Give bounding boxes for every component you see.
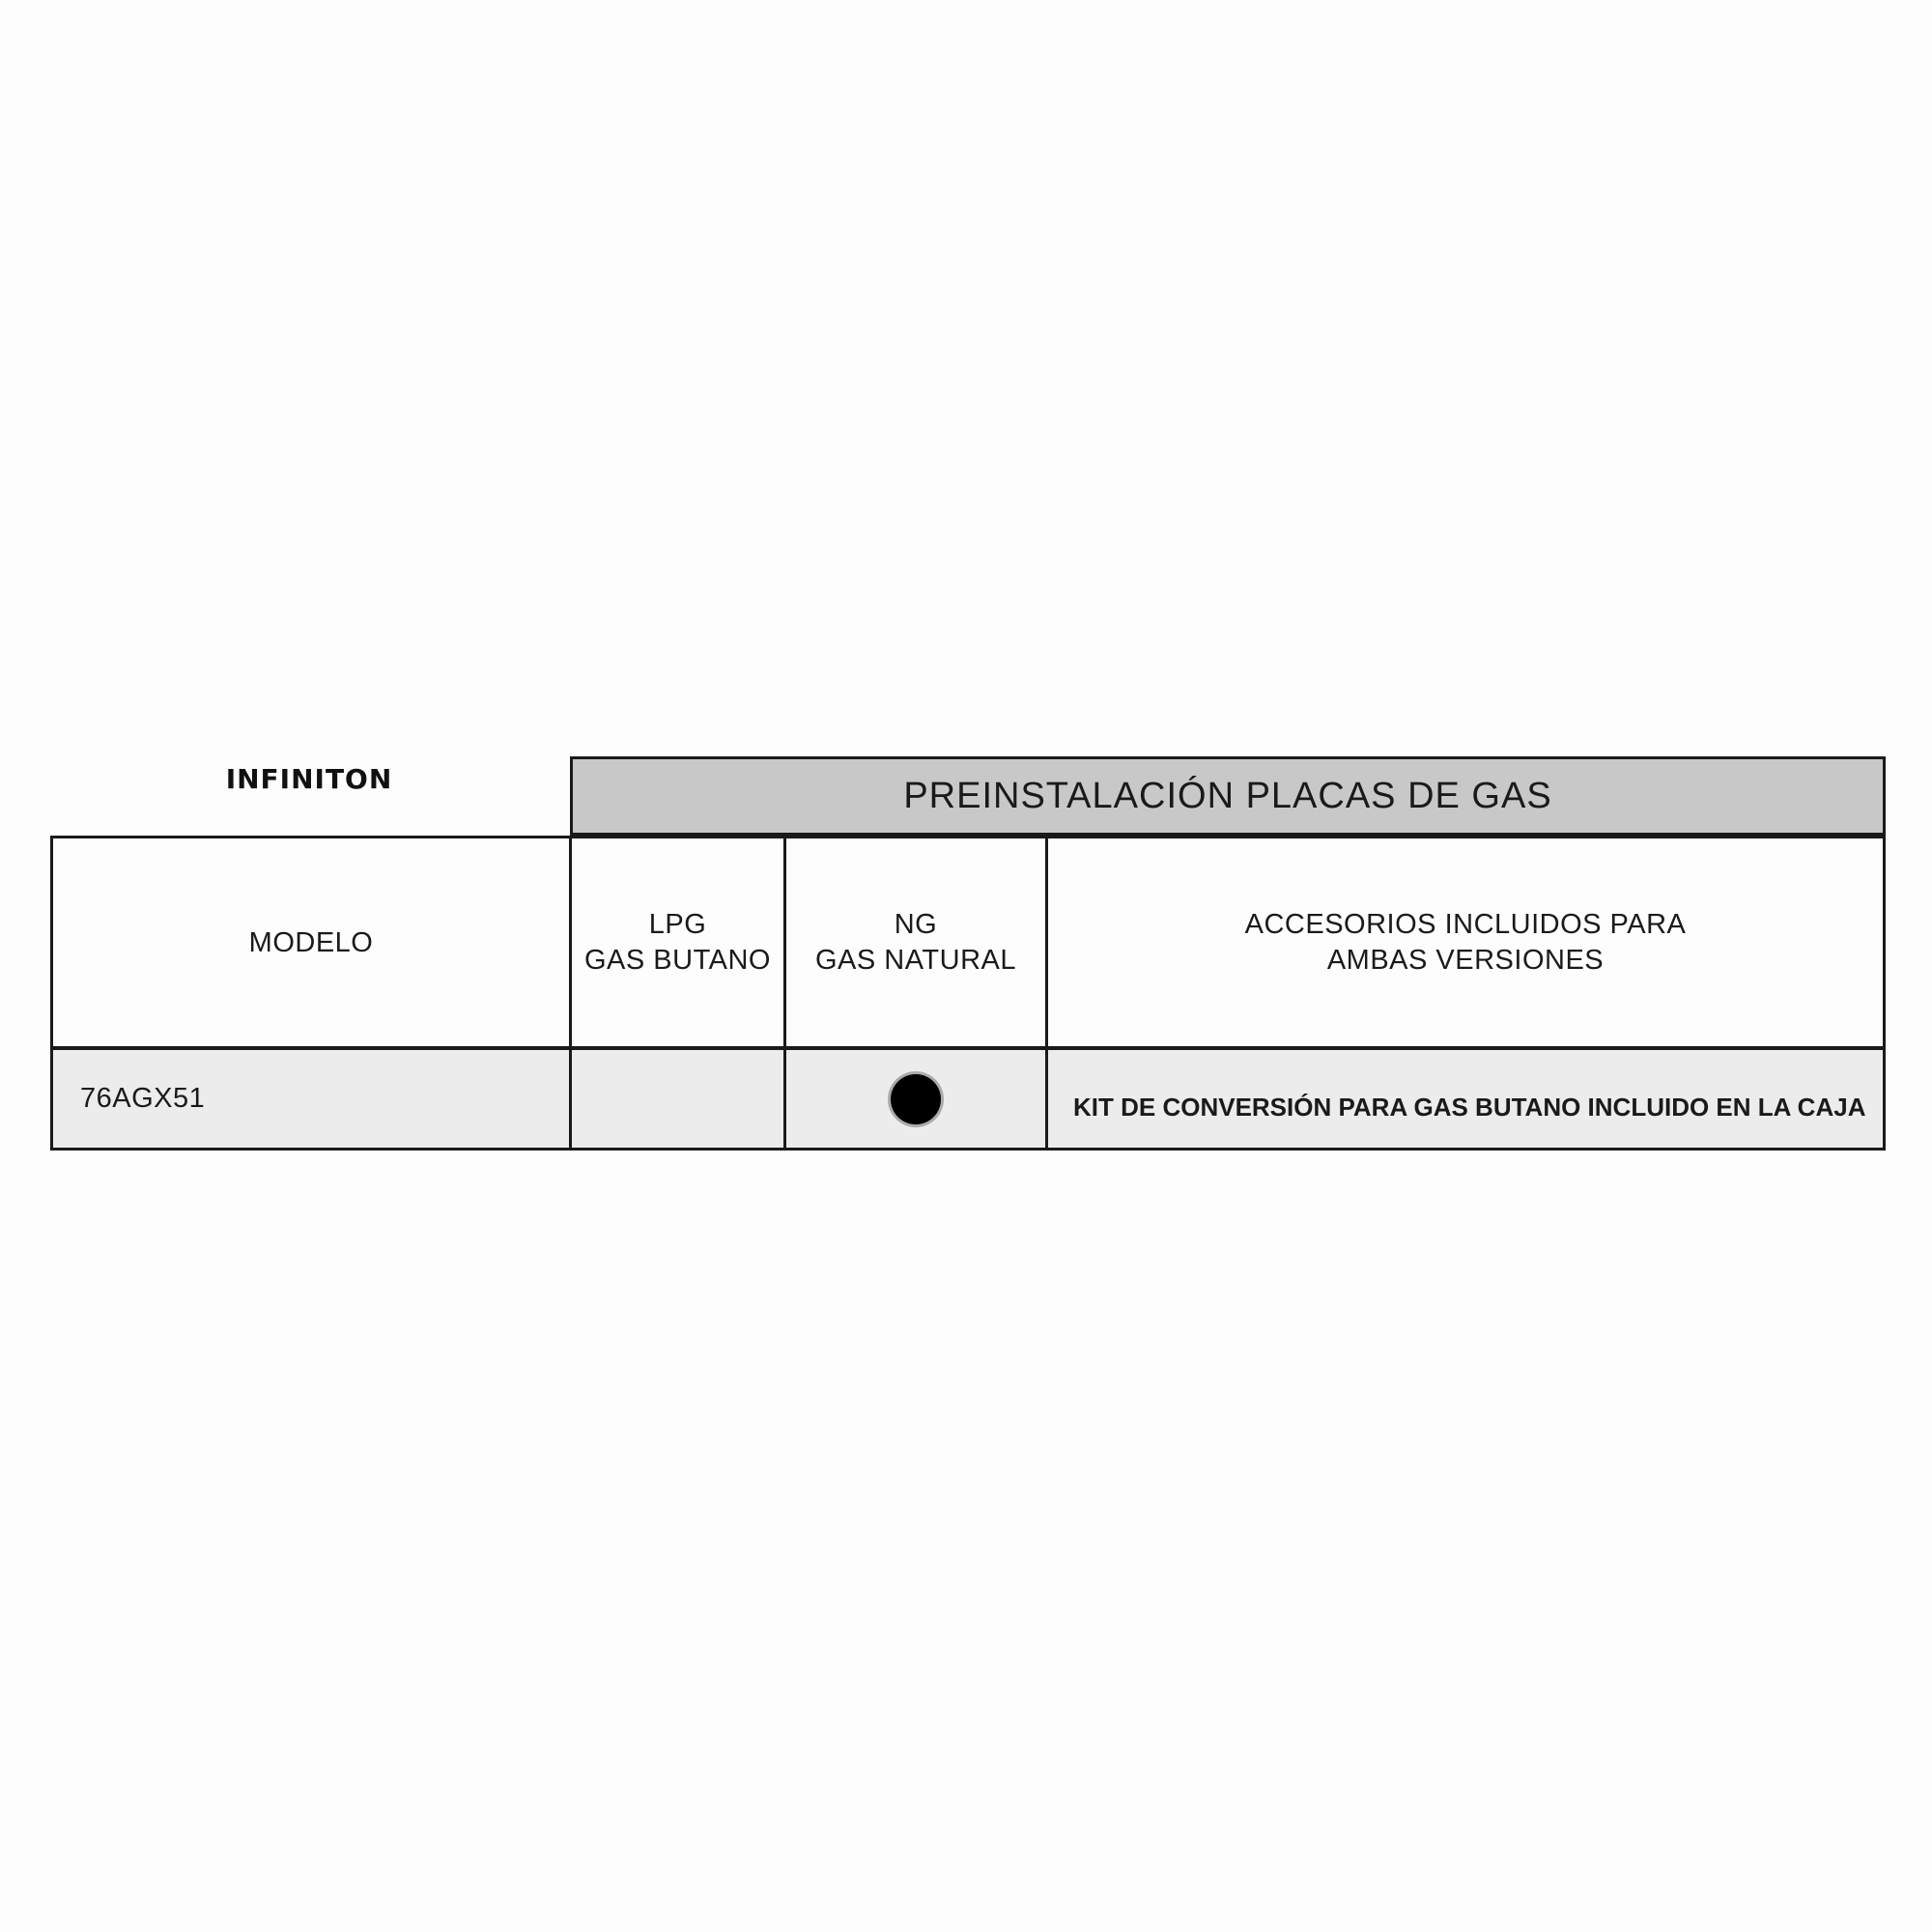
column-header-ng	[786, 838, 1045, 1047]
accessories-value-cell	[1048, 1050, 1883, 1148]
column-header-model	[53, 838, 569, 1047]
column-header-accessories-sublabel: AMBAS VERSIONES	[1326, 945, 1605, 976]
column-header-ng-label: NG	[894, 909, 938, 940]
column-header-lpg-label: LPG	[648, 909, 707, 940]
ng-availability-dot-icon	[891, 1074, 941, 1124]
column-header-accessories	[1048, 838, 1883, 1047]
model-value: 76AGX51	[80, 1083, 206, 1114]
column-divider	[1045, 838, 1048, 1148]
brand-logo: INFINITON	[225, 763, 393, 795]
column-header-ng-sublabel: GAS NATURAL	[814, 945, 1016, 976]
column-divider	[569, 838, 572, 1148]
ng-indicator-cell	[786, 1050, 1045, 1148]
gas-preinstallation-table	[50, 836, 1886, 1151]
lpg-indicator-cell	[572, 1050, 783, 1148]
column-header-accessories-label: ACCESORIOS INCLUIDOS PARA	[1244, 909, 1687, 940]
column-divider	[783, 838, 786, 1148]
column-header-lpg	[572, 838, 783, 1047]
accessories-value: KIT DE CONVERSIÓN PARA GAS BUTANO INCLUIDO EN LA CAJA	[1073, 1093, 1866, 1122]
column-header-model-label: MODELO	[248, 926, 374, 958]
table-row	[53, 1050, 569, 1148]
page-title: PREINSTALACIÓN PLACAS DE GAS	[570, 756, 1886, 836]
column-header-lpg-sublabel: GAS BUTANO	[584, 945, 771, 976]
